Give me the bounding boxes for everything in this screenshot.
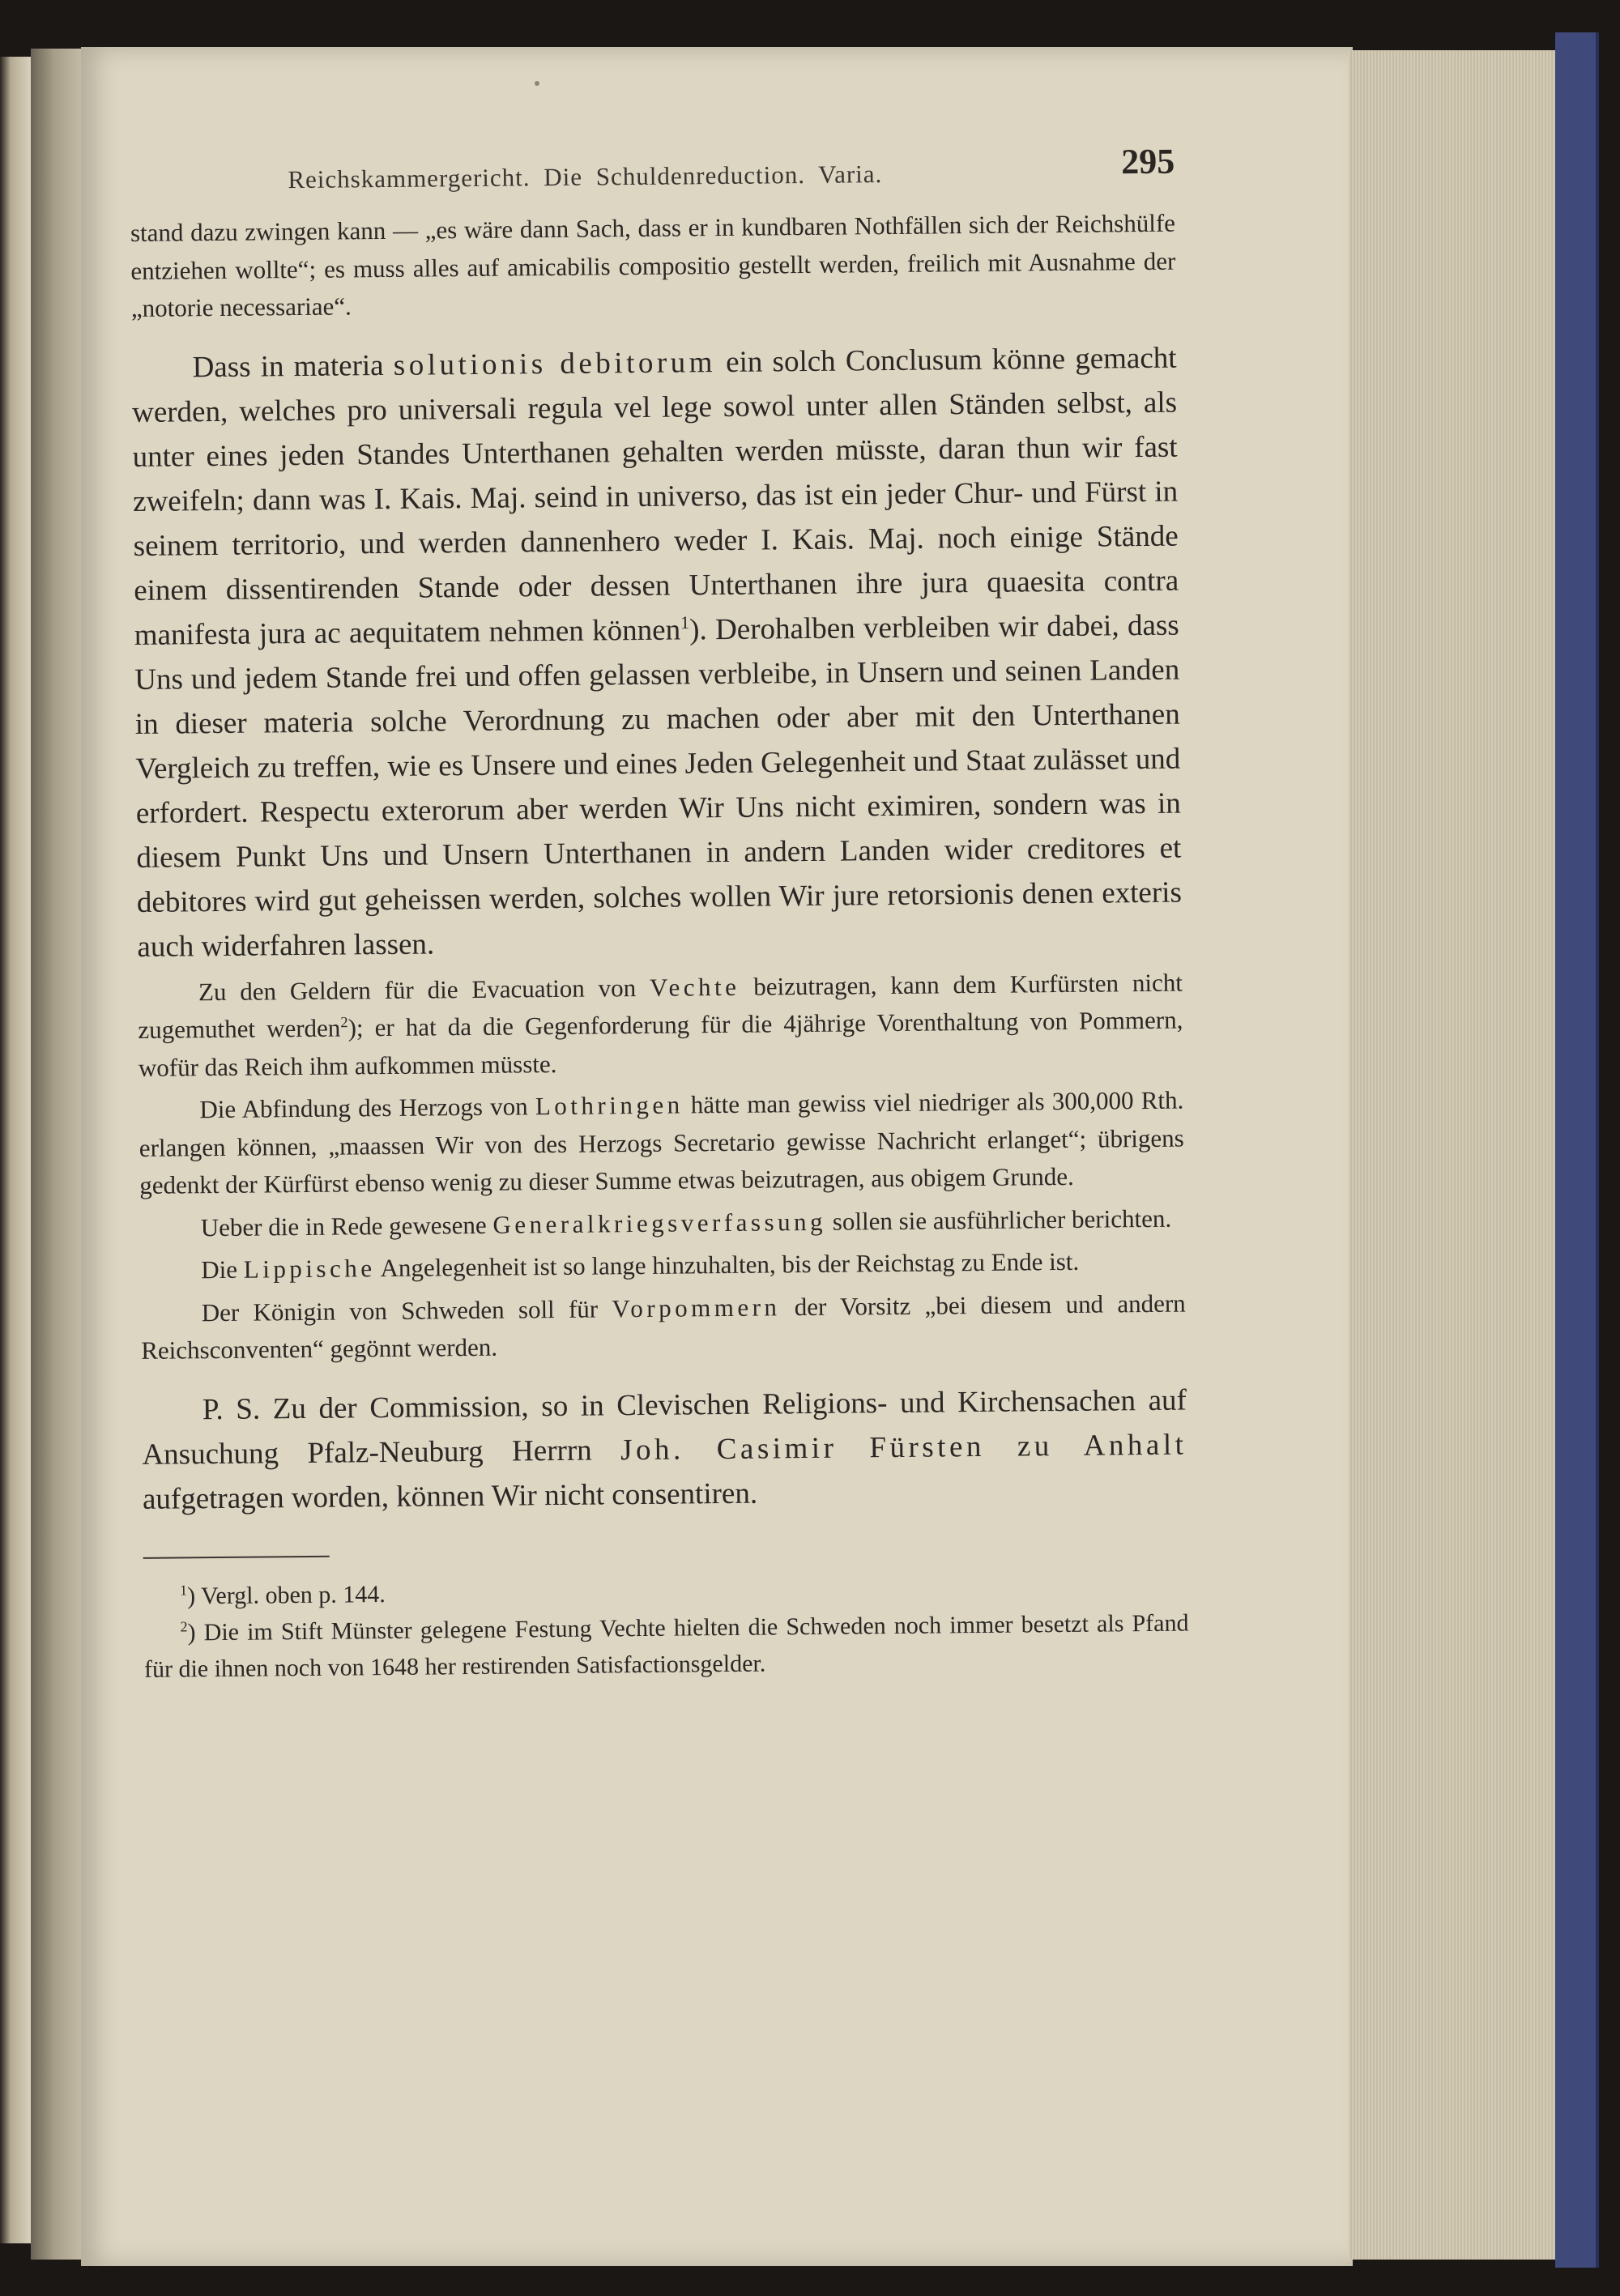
running-title: Reichskammergericht. Die Schuldenreduction. Varia.	[288, 160, 883, 194]
spaced-emphasis: Generalkriegsverfassung	[492, 1207, 827, 1239]
spaced-emphasis: Lothringen	[535, 1090, 684, 1121]
footnote-mark: 2	[180, 1617, 188, 1634]
spaced-emphasis: Vorpommern	[612, 1292, 781, 1323]
page-text	[130, 140, 1189, 1688]
spaced-emphasis: Vechte	[649, 972, 740, 1002]
footnote: $^1$) Vergl. oben p. 144.	[179, 1580, 386, 1609]
paragraph-quoted-letter: Dass in materia solutionis debitorum ein solch Conclusum könne gemacht werden, welches pro universali regula vel lege sowol unter allen Ständen selbst, als unter eines jeden Standes Unterthanen gehalten werden müsste, daran thun wir fast zweifeln; dann was I. Kais. Maj. seind in universo, das ist ein jeder Chur- und Fürst in seinem territorio, und werden dannenhero weder I. Kais. Maj. noch einige Stände einem dissentirenden Stande oder dessen Unterthanen ihre jura quaesita contra manifesta jura ac aequitatem nehmen können$^1$). Derohalben verbleiben wir dabei, dass Uns und jedem Stande frei und offen gelassen verbleibe, in Unsern und seinen Landen in dieser materia solche Verordnung zu machen oder aber mit den Unterthanen Vergleich zu treffen, wie es Unsere und eines Jeden Gelegenheit und Staat zulässet und erfordert. Respectu exterorum aber werden Wir Uns nicht eximiren, sondern was in diesem Punkt Uns und Unsern Unterthanen in andern Landen wider creditores et debitores wird gut geheissen werden, solches wollen Wir jure retorsionis denen exteris auch widerfahren lassen.	[131, 341, 1183, 964]
page-fore-edge	[1349, 50, 1558, 2260]
spaced-emphasis: Lippische	[243, 1254, 376, 1284]
paragraph-vechte: Zu den Geldern für die Evacuation von Vechte beizutragen, kann dem Kurfürsten nicht zugemuthet werden$^2$); er hat da die Gegenforderung für die 4jährige Vorenthaltung von Pommern, wofür das Reich ihm aufkommen müsste.	[138, 968, 1183, 1082]
footnote: $^2$) Die im Stift Münster gelegene Festung Vechte hielten die Schweden noch immer besetzt als Pfand für die ihnen noch von 1648 her restirenden Satisfactionsgelder.	[143, 1609, 1189, 1683]
running-header	[130, 140, 1175, 215]
footnote-rule	[143, 1555, 330, 1558]
footnote-ref: 2	[340, 1014, 348, 1032]
paragraph-kriegsverfassung: Ueber die in Rede gewesene Generalkriegsverfassung sollen sie ausführlicher berichten.	[200, 1203, 1172, 1242]
spaced-emphasis: Joh. Casimir Fürsten zu Anhalt	[620, 1428, 1187, 1467]
footnote-ref: 1	[680, 611, 690, 633]
facing-page-edge	[0, 57, 31, 2243]
spaced-emphasis: solutionis debitorum	[393, 345, 717, 382]
paper-speck	[535, 81, 539, 86]
page-number: 295	[1120, 141, 1175, 182]
paragraph-lothringen: Die Abfindung des Herzogs von Lothringen hätte man gewiss viel niedriger als 300,000 Rth. erlangen können, „maassen Wir von des Herzogs Secretario gewisse Nachricht erlanget“; übrigens gedenkt der Kürfürst ebenso wenig zu dieser Summe etwas beizutragen, aus obigem Grunde.	[139, 1085, 1184, 1199]
footnote-mark: 1	[179, 1581, 188, 1598]
paragraph-schweden: Der Königin von Schweden soll für Vorpommern der Vorsitz „bei diesem und andern Reichsconventen“ gegönnt werden.	[141, 1289, 1186, 1365]
paragraph-postscript: P. S. Zu der Commission, so in Clevischen Religions- und Kirchensachen auf Ansuchung Pfalz-Neuburg Herrrn Joh. Casimir Fürsten zu Anhalt aufgetragen worden, können Wir nicht consentiren.	[142, 1383, 1187, 1516]
footnotes	[143, 1568, 1189, 1687]
paragraph-continuation: stand dazu zwingen kann — „es wäre dann Sach, dass er in kundbaren Nothfällen sich der Reichshülfe entziehen wollte“; es muss alles auf amicabilis compositio gestellt werden, freilich mit Ausnahme der „notorie necessariae“.	[130, 208, 1176, 322]
paragraph-lippe: Die Lippische Angelegenheit ist so lange hinzuhalten, bis der Reichstag zu Ende ist.	[201, 1246, 1080, 1284]
book-cover-edge	[1555, 32, 1599, 2268]
